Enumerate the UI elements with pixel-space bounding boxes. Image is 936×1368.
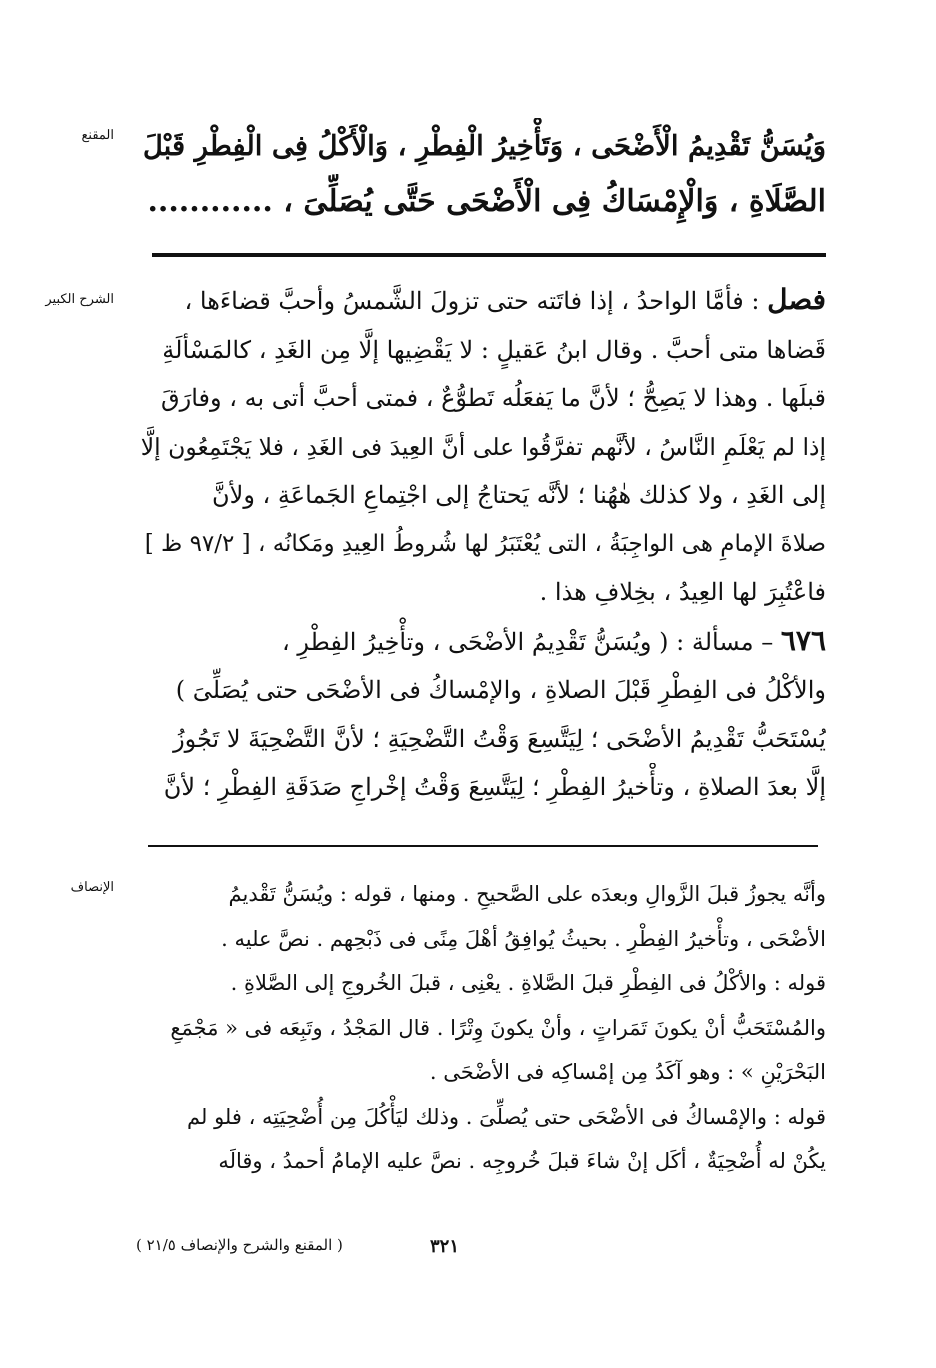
sharh-line: فاعْتُبِرَ لها العِيدُ ، بخِلافِ هذا .: [539, 578, 826, 606]
section-divider-thick: [152, 253, 826, 257]
muqni-line: وَيُسَنُّ تَقْدِيمُ الْأَضْحَى ، وَتَأْخِيرُ الْفِطْرِ ، وَالْأَكْلُ فِى الْفِطْرِ قَبْلَ: [142, 130, 826, 162]
masala-line: يُسْتَحَبُّ تَقْدِيمُ الأضْحَى ؛ لِيَتَّسِعَ وَقْتُ التَّضْحِيَةِ ؛ لأنَّ التَّضْحِيَةَ لا تَجُوزُ: [173, 724, 826, 753]
sharh-first-line-text: : فأمَّا الواحدُ ، إذا فاتَته حتى تزولَ الشَّمسُ وأحبَّ قضاءَها ،: [184, 287, 760, 315]
insaf-text: [140, 872, 826, 1184]
masala-line: والأكْلُ فى الفِطْرِ قَبْلَ الصلاةِ ، والإمْساكُ فى الأضْحَى حتى يُصَلِّىَ ): [175, 676, 826, 704]
sharh-line: [140, 276, 826, 326]
sharh-line: قبلَها . وهذا لا يَصِحُّ ؛ لأنَّ ما يَفعَلُه تَطوُّعٌ ، فمتى أحبَّ أتى به ، وفارَقَ: [161, 384, 826, 412]
insaf-line: قوله : والأكْلُ فى الفِطْرِ قبلَ الصَّلاةِ . يعْنِى ، قبلَ الخُروجِ إلى الصَّلاةِ .: [230, 971, 826, 995]
section-label-muqni: المقنع: [81, 128, 114, 143]
insaf-line: وأنَّه يجوزُ قبلَ الزَّوالِ وبعدَه على الصَّحيحِ . ومنها ، قوله : ويُسَنُّ تَقْديمُ: [228, 882, 826, 906]
muqni-text: [140, 118, 826, 230]
page-number: ٣٢١: [430, 1236, 460, 1257]
sharh-line: إلى الغَدِ ، ولا كذلك هٰهُنا ؛ لأنَّه يَحتاجُ إلى اجْتِماعِ الجَماعَةِ ، ولأنَّ: [212, 481, 826, 509]
insaf-line: قوله : والإمْساكُ فى الأضْحَى حتى يُصلِّىَ . وذلك ليَأْكُلَ مِن أُضْحِيَتِه ، فلو لم: [187, 1104, 826, 1129]
fasl-heading: فصل: [767, 283, 826, 316]
insaf-line: والمُسْتَحَبُّ أنْ يكونَ تَمَراتٍ ، وأنْ يكونَ وِتْرًا . قال المَجْدُ ، وتَبِعَه فى « مَجْمَعِ: [170, 1015, 826, 1040]
masala-first-line-text: – مسألة : ( ويُسَنُّ تَقْدِيمُ الأضْحَى ، وتأْخِيرُ الفِطْرِ ،: [282, 627, 774, 656]
insaf-line: البَحْرَيْنِ » : وهو آكَدُ مِن إمْساكِه فى الأضْحَى .: [429, 1060, 826, 1084]
sharh-line: قَضاها متى أحبَّ . وقال ابنُ عَقيلٍ : لا يَقْضِيها إلَّا مِن الغَدِ ، كالمَسْألَةِ: [162, 335, 826, 364]
section-label-insaf: الإنصاف: [70, 880, 114, 895]
sharh-line: إذا لم يَعْلَمِ النَّاسُ ، لأنَّهم تفرَّقُوا على أنَّ العِيدَ فى الغَدِ ، فلا يَجْتَمِعُون إلَّا: [140, 432, 826, 461]
masala-number: ٦٧٦: [780, 623, 826, 657]
source-reference: ( المقنع والشرح والإنصاف ٢١/٥ ): [136, 1236, 343, 1254]
muqni-line: الصَّلَاةِ ، وَالْإِمْسَاكُ فِى الْأَضْحَى حَتَّى يُصَلِّىَ ، ............: [147, 184, 826, 219]
sharh-text: [140, 276, 826, 812]
insaf-line: الأضْحَى ، وتأْخيرُ الفِطْرِ . بحيثُ يُوافِقُ أهْلَ مِنًى فى ذَبْحِهم . نصَّ عليه .: [221, 926, 826, 951]
section-divider-thin: [148, 845, 818, 847]
masala-line: [140, 617, 826, 667]
section-label-sharh: الشرح الكبير: [45, 292, 114, 307]
masala-line: إلَّا بعدَ الصلاةِ ، وتأْخيرُ الفِطْرِ ؛ لِيَتَّسِعَ وَقْتُ إخْراجِ صَدَقَةِ الفِطْرِ ؛ لأنَّ: [163, 773, 826, 801]
sharh-line: صلاةَ الإمامِ هى الواجِبَةُ ، التى يُعْتَبَرُ لها شُروطُ العِيدِ ومَكانُه ، [ ٩٧/٢ ظ ]: [144, 530, 826, 557]
insaf-line: يكُنْ له أُضْحِيَةٌ ، أكَل إنْ شاءَ قبلَ خُروجِه . نصَّ عليه الإمامُ أحمدُ ، وقالَه: [218, 1149, 826, 1173]
